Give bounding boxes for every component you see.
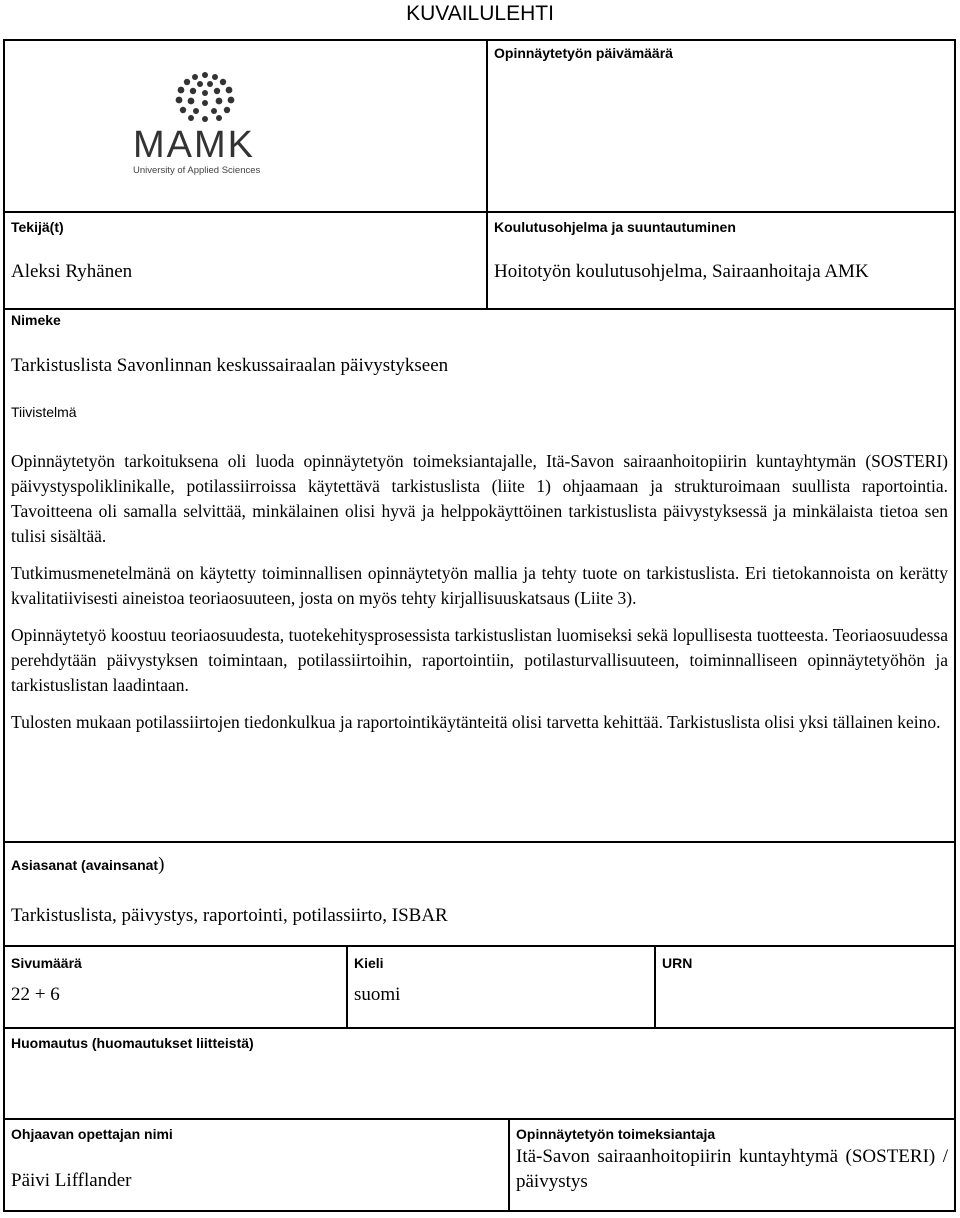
title-label: Nimeke <box>11 312 61 328</box>
urn-cell <box>654 945 954 1029</box>
language-cell <box>346 945 654 1029</box>
commissioner-label: Opinnäytetyön toimeksiantaja <box>516 1126 716 1142</box>
abstract-paragraph: Tulosten mukaan potilassiirtojen tiedonkulkua ja raportointikäytänteitä olisi tarvetta kehittää. Tarkistuslista olisi yksi tällainen keino. <box>11 712 941 732</box>
date-cell <box>486 41 954 211</box>
logo-wordmark: MAMK <box>133 124 255 166</box>
keywords-cell <box>5 841 954 945</box>
abstract-paragraph: Opinnäytetyön tarkoituksena oli luoda opinnäytetyön toimeksiantajalle, Itä-Savon sairaanhoitopiirin kuntayhtymän (SOSTERI) päivystyspoliklinikalle, potilassiirroissa käytettävä tarkistuslista (liite 1) ohjaamaan ja strukturoimaan suullista raportointia. Tavoitteena oli samalla selvittää, minkälainen olisi hyvä ja helppokäyttöinen tarkistuslista päivystyksessä ja minkälaista tietoa sen tulisi sisältää. <box>11 451 948 546</box>
language-label: Kieli <box>354 955 384 971</box>
authors-label: Tekijä(t) <box>11 219 64 235</box>
supervisor-label: Ohjaavan opettajan nimi <box>11 1126 173 1142</box>
keywords-label: Asiasanat (avainsanat) <box>11 854 165 875</box>
abstract-paragraph: Opinnäytetyö koostuu teoriaosuudesta, tuotekehitysprosessista tarkistuslistan luomiseksi sekä lopullisesta tuotteesta. Teoriaosuudessa perehdytään päivystyksen toimintaan, potilassiirtoihin, raportointiin, potilasturvallisuuteen, toiminnalliseen opinnäytetyöhön ja tarkistuslistan laadintaan. <box>11 625 948 695</box>
description-form <box>3 39 956 1212</box>
authors-value: Aleksi Ryhänen <box>11 261 133 282</box>
notes-label: Huomautus (huomautukset liitteistä) <box>11 1035 254 1051</box>
supervisor-value: Päivi Lifflander <box>11 1170 132 1191</box>
abstract-label: Tiivistelmä <box>11 404 77 420</box>
urn-label: URN <box>662 955 693 971</box>
pages-value: 22 + 6 <box>11 984 60 1005</box>
pages-cell <box>5 945 346 1029</box>
date-label: Opinnäytetyön päivämäärä <box>494 45 673 61</box>
logo-subtitle: University of Applied Sciences <box>133 165 261 176</box>
document-title: KUVAILULEHTI <box>406 2 554 25</box>
authors-cell <box>5 211 486 308</box>
mamk-logo <box>125 71 285 181</box>
pages-label: Sivumäärä <box>11 955 82 971</box>
commissioner-cell <box>508 1118 954 1210</box>
program-cell <box>486 211 954 308</box>
program-label: Koulutusohjelma ja suuntautuminen <box>494 219 736 235</box>
abstract-paragraph: Tutkimusmenetelmänä on käytetty toiminnallisen opinnäytetyön mallia ja tehty tuote on tarkistuslista. Eri tietokannoista on kerätty kvalitatiivisesti aineistoa teoriaosuuteen, josta on myös tehty kirjallisuuskatsaus (Liite 3). <box>11 563 948 608</box>
commissioner-value: Itä-Savon sairaanhoitopiirin kuntayhtymä (SOSTERI) / päivystys <box>516 1146 948 1192</box>
keywords-value: Tarkistuslista, päivystys, raportointi, potilassiirto, ISBAR <box>11 905 448 926</box>
abstract-body <box>11 449 948 735</box>
program-value: Hoitotyön koulutusohjelma, Sairaanhoitaja AMK <box>494 261 869 282</box>
notes-cell <box>5 1027 954 1118</box>
title-value: Tarkistuslista Savonlinnan keskussairaalan päivystykseen <box>11 355 449 376</box>
logo-cell <box>5 41 486 211</box>
supervisor-cell <box>5 1118 508 1210</box>
logo-dots-icon <box>165 71 245 123</box>
language-value: suomi <box>354 984 401 1005</box>
